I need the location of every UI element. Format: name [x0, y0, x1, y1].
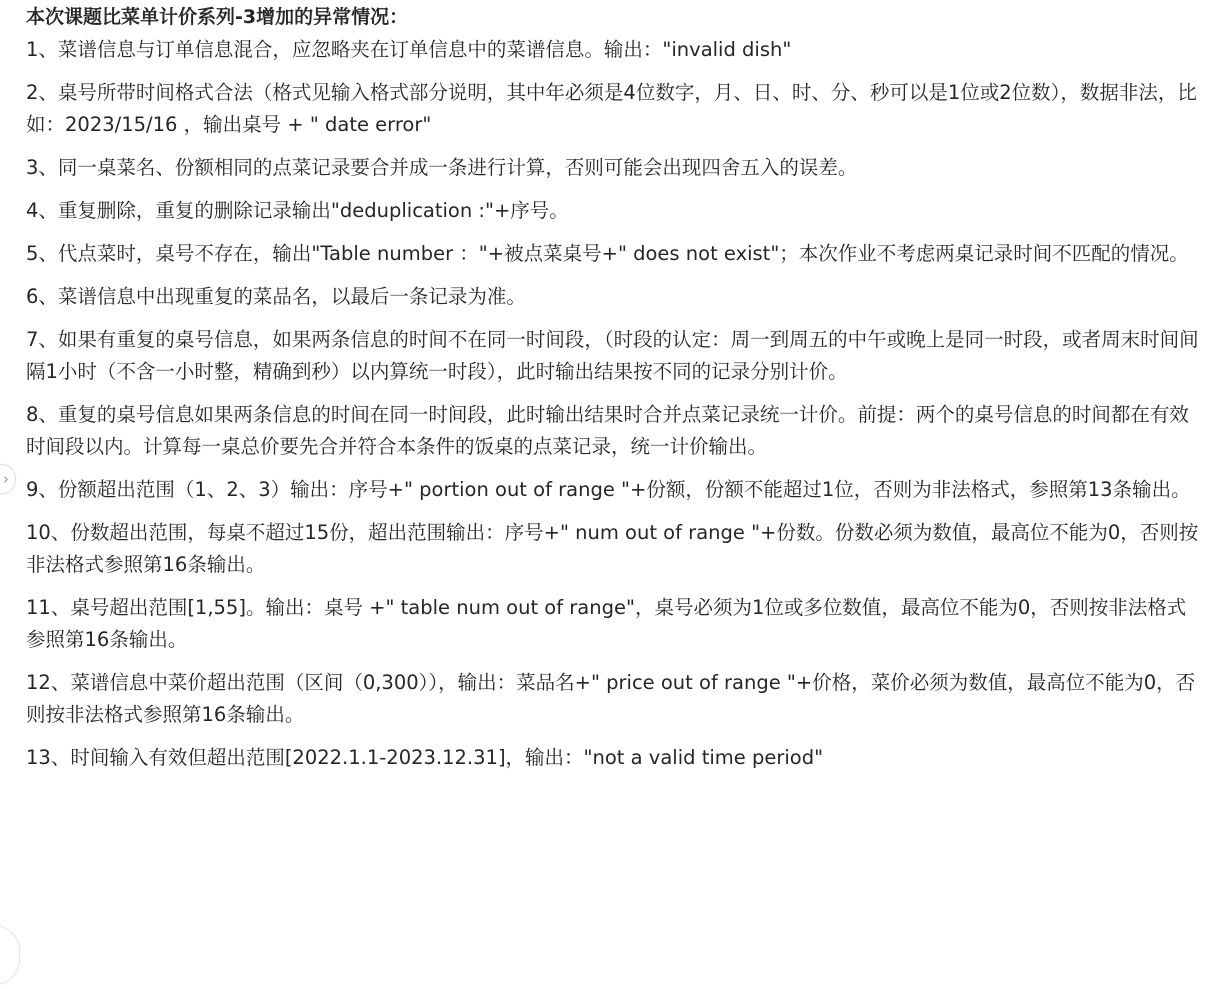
rule-item-10: 10、份数超出范围，每桌不超过15份，超出范围输出：序号+" num out of range "+份数。份数必须为数值，最高位不能为0，否则按非法格式参照第16条输出。 — [26, 521, 1199, 576]
rule-item-1: 1、菜谱信息与订单信息混合，应忽略夹在订单信息中的菜谱信息。输出："invalid dish" — [26, 38, 792, 61]
rule-item-8: 8、重复的桌号信息如果两条信息的时间在同一时间段，此时输出结果时合并点菜记录统一计价。前提：两个的桌号信息的时间都在有效时间段以内。计算每一桌总价要先合并符合本条件的饭桌的点菜记录，统一计价输出。 — [26, 403, 1189, 458]
chevron-right-icon: › — [3, 470, 9, 488]
document-body — [26, 0, 1201, 785]
rule-item-11: 11、桌号超出范围[1,55]。输出：桌号 +" table num out of range"，桌号必须为1位或多位数值，最高位不能为0，否则按非法格式参照第16条输出。 — [26, 596, 1187, 651]
section-heading: 本次课题比菜单计价系列-3增加的异常情况： — [26, 6, 409, 28]
rule-item-6: 6、菜谱信息中出现重复的菜品名，以最后一条记录为准。 — [26, 285, 526, 308]
rule-item-5: 5、代点菜时，桌号不存在，输出"Table number ："+被点菜桌号+" does not exist"；本次作业不考虑两桌记录时间不匹配的情况。 — [26, 242, 1189, 265]
rule-item-9: 9、份额超出范围（1、2、3）输出：序号+" portion out of range "+份额，份额不能超过1位，否则为非法格式，参照第13条输出。 — [26, 478, 1191, 501]
rule-item-12: 12、菜谱信息中菜价超出范围（区间（0,300）），输出：菜品名+" price out of range "+价格，菜价必须为数值，最高位不能为0，否则按非法格式参照第16条输出。 — [26, 671, 1196, 726]
rule-item-13: 13、时间输入有效但超出范围[2022.1.1-2023.12.31]，输出："not a valid time period" — [26, 746, 824, 769]
rule-item-4: 4、重复删除，重复的删除记录输出"deduplication :"+序号。 — [26, 199, 569, 222]
expand-sidebar-button[interactable] — [0, 464, 16, 494]
rule-item-3: 3、同一桌菜名、份额相同的点菜记录要合并成一条进行计算，否则可能会出现四舍五入的误差。 — [26, 156, 858, 179]
floating-panel-edge[interactable] — [0, 925, 20, 985]
rule-item-7: 7、如果有重复的桌号信息，如果两条信息的时间不在同一时间段，（时段的认定：周一到周五的中午或晚上是同一时段，或者周末时间间隔1小时（不含一小时整，精确到秒）以内算统一时段），此时输出结果按不同的记录分别计价。 — [26, 328, 1199, 383]
rule-item-2: 2、桌号所带时间格式合法（格式见输入格式部分说明，其中年必须是4位数字，月、日、时、分、秒可以是1位或2位数），数据非法，比如：2023/15/16 ，输出桌号 + " date error" — [26, 81, 1197, 136]
